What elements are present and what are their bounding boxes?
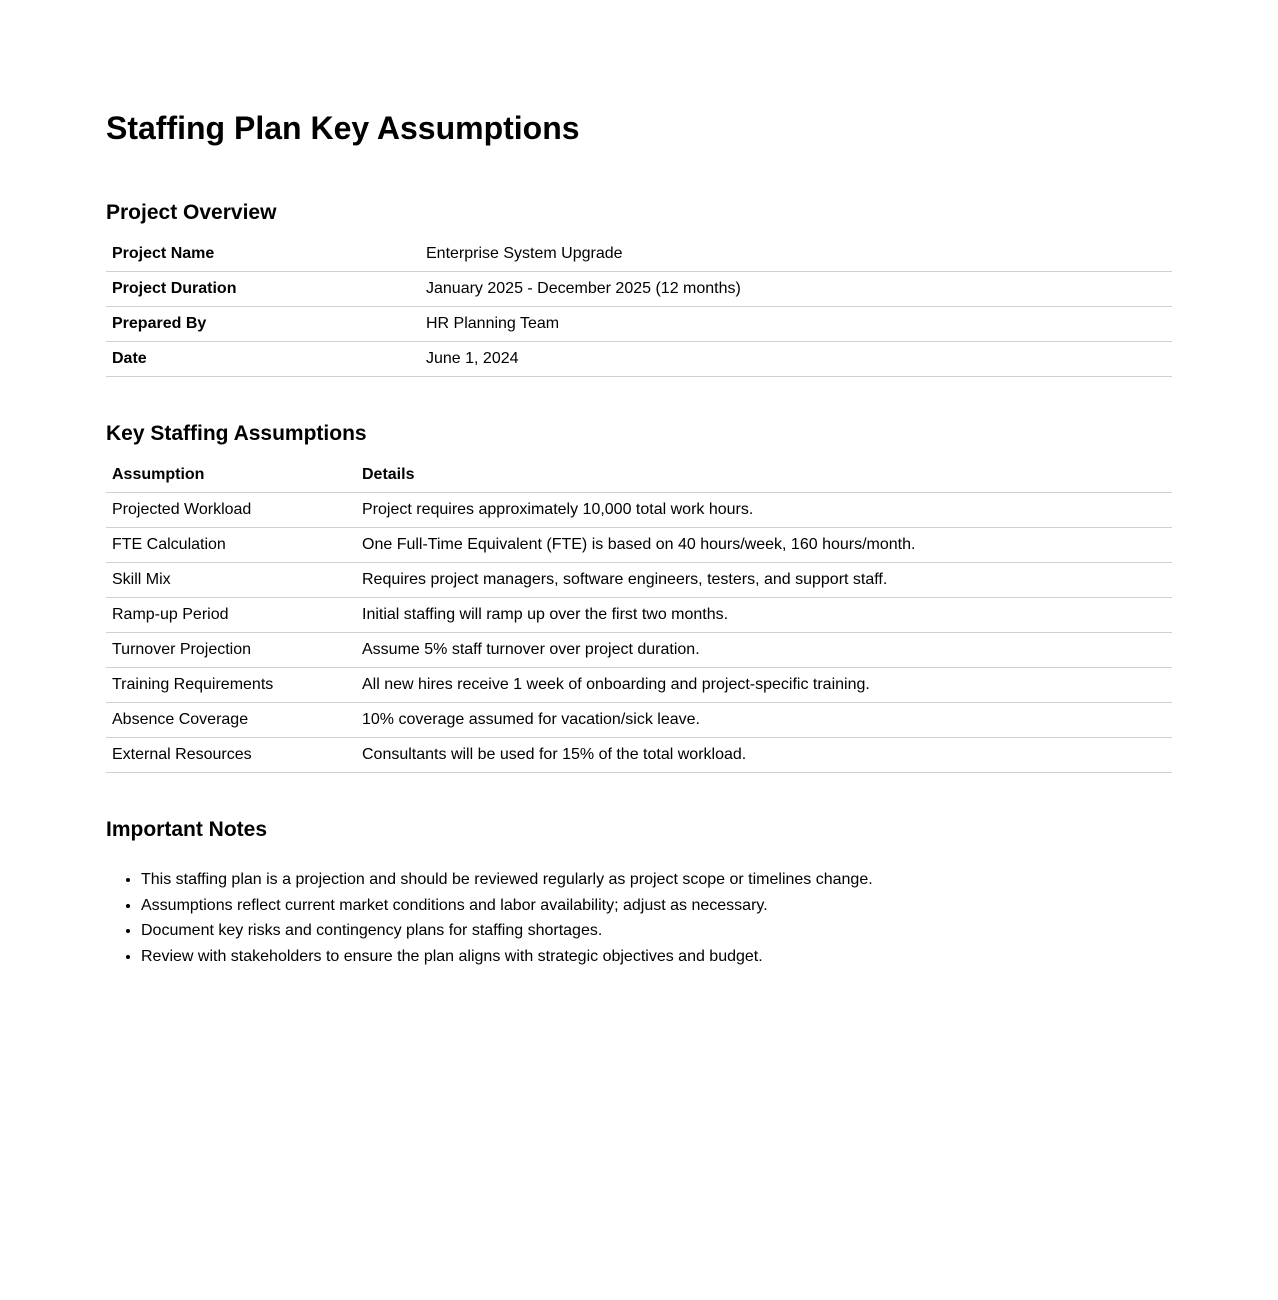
assumption-cell: Ramp-up Period xyxy=(106,598,356,633)
list-item: • Document key risks and contingency plans for staffing shortages. xyxy=(141,918,1172,944)
assumption-cell: Skill Mix xyxy=(106,563,356,598)
assumption-cell: Absence Coverage xyxy=(106,703,356,738)
table-row xyxy=(106,272,1172,307)
key-assumptions-table xyxy=(106,458,1172,773)
details-cell: 10% coverage assumed for vacation/sick leave. xyxy=(356,703,1172,738)
overview-key: Project Duration xyxy=(106,272,420,307)
details-cell: All new hires receive 1 week of onboarding and project-specific training. xyxy=(356,668,1172,703)
overview-value: HR Planning Team xyxy=(420,307,1172,342)
table-row xyxy=(106,342,1172,377)
table-row xyxy=(106,307,1172,342)
table-header-row xyxy=(106,458,1172,493)
list-item: • Assumptions reflect current market conditions and labor availability; adjust as necessary. xyxy=(141,893,1172,919)
details-cell: Project requires approximately 10,000 total work hours. xyxy=(356,493,1172,528)
list-item: • Review with stakeholders to ensure the plan aligns with strategic objectives and budget. xyxy=(141,944,1172,970)
table-row xyxy=(106,668,1172,703)
table-row xyxy=(106,237,1172,272)
project-overview-table xyxy=(106,237,1172,377)
assumption-cell: Turnover Projection xyxy=(106,633,356,668)
table-row xyxy=(106,563,1172,598)
overview-key: Date xyxy=(106,342,420,377)
assumption-cell: External Resources xyxy=(106,738,356,773)
assumption-cell: FTE Calculation xyxy=(106,528,356,563)
important-notes-section xyxy=(106,817,1172,970)
key-assumptions-section xyxy=(106,421,1172,773)
overview-value: Enterprise System Upgrade xyxy=(420,237,1172,272)
list-item: • This staffing plan is a projection and should be reviewed regularly as project scope or timelines change. xyxy=(141,867,1172,893)
page-title: Staffing Plan Key Assumptions xyxy=(106,110,580,146)
column-header-details: Details xyxy=(356,458,1172,493)
overview-key: Project Name xyxy=(106,237,420,272)
table-row xyxy=(106,598,1172,633)
key-assumptions-heading: Key Staffing Assumptions xyxy=(106,422,367,445)
details-cell: One Full-Time Equivalent (FTE) is based on 40 hours/week, 160 hours/month. xyxy=(356,528,1172,563)
assumption-cell: Projected Workload xyxy=(106,493,356,528)
details-cell: Consultants will be used for 15% of the total workload. xyxy=(356,738,1172,773)
assumption-cell: Training Requirements xyxy=(106,668,356,703)
details-cell: Assume 5% staff turnover over project duration. xyxy=(356,633,1172,668)
overview-value: June 1, 2024 xyxy=(420,342,1172,377)
notes-list xyxy=(106,867,1172,970)
table-row xyxy=(106,528,1172,563)
details-cell: Requires project managers, software engineers, testers, and support staff. xyxy=(356,563,1172,598)
details-cell: Initial staffing will ramp up over the first two months. xyxy=(356,598,1172,633)
table-row xyxy=(106,738,1172,773)
document-page xyxy=(106,0,1172,970)
overview-key: Prepared By xyxy=(106,307,420,342)
table-row xyxy=(106,493,1172,528)
table-row xyxy=(106,703,1172,738)
overview-value: January 2025 - December 2025 (12 months) xyxy=(420,272,1172,307)
table-row xyxy=(106,633,1172,668)
important-notes-heading: Important Notes xyxy=(106,818,268,841)
project-overview-section xyxy=(106,200,1172,377)
project-overview-heading: Project Overview xyxy=(106,201,277,224)
column-header-assumption: Assumption xyxy=(106,458,356,493)
